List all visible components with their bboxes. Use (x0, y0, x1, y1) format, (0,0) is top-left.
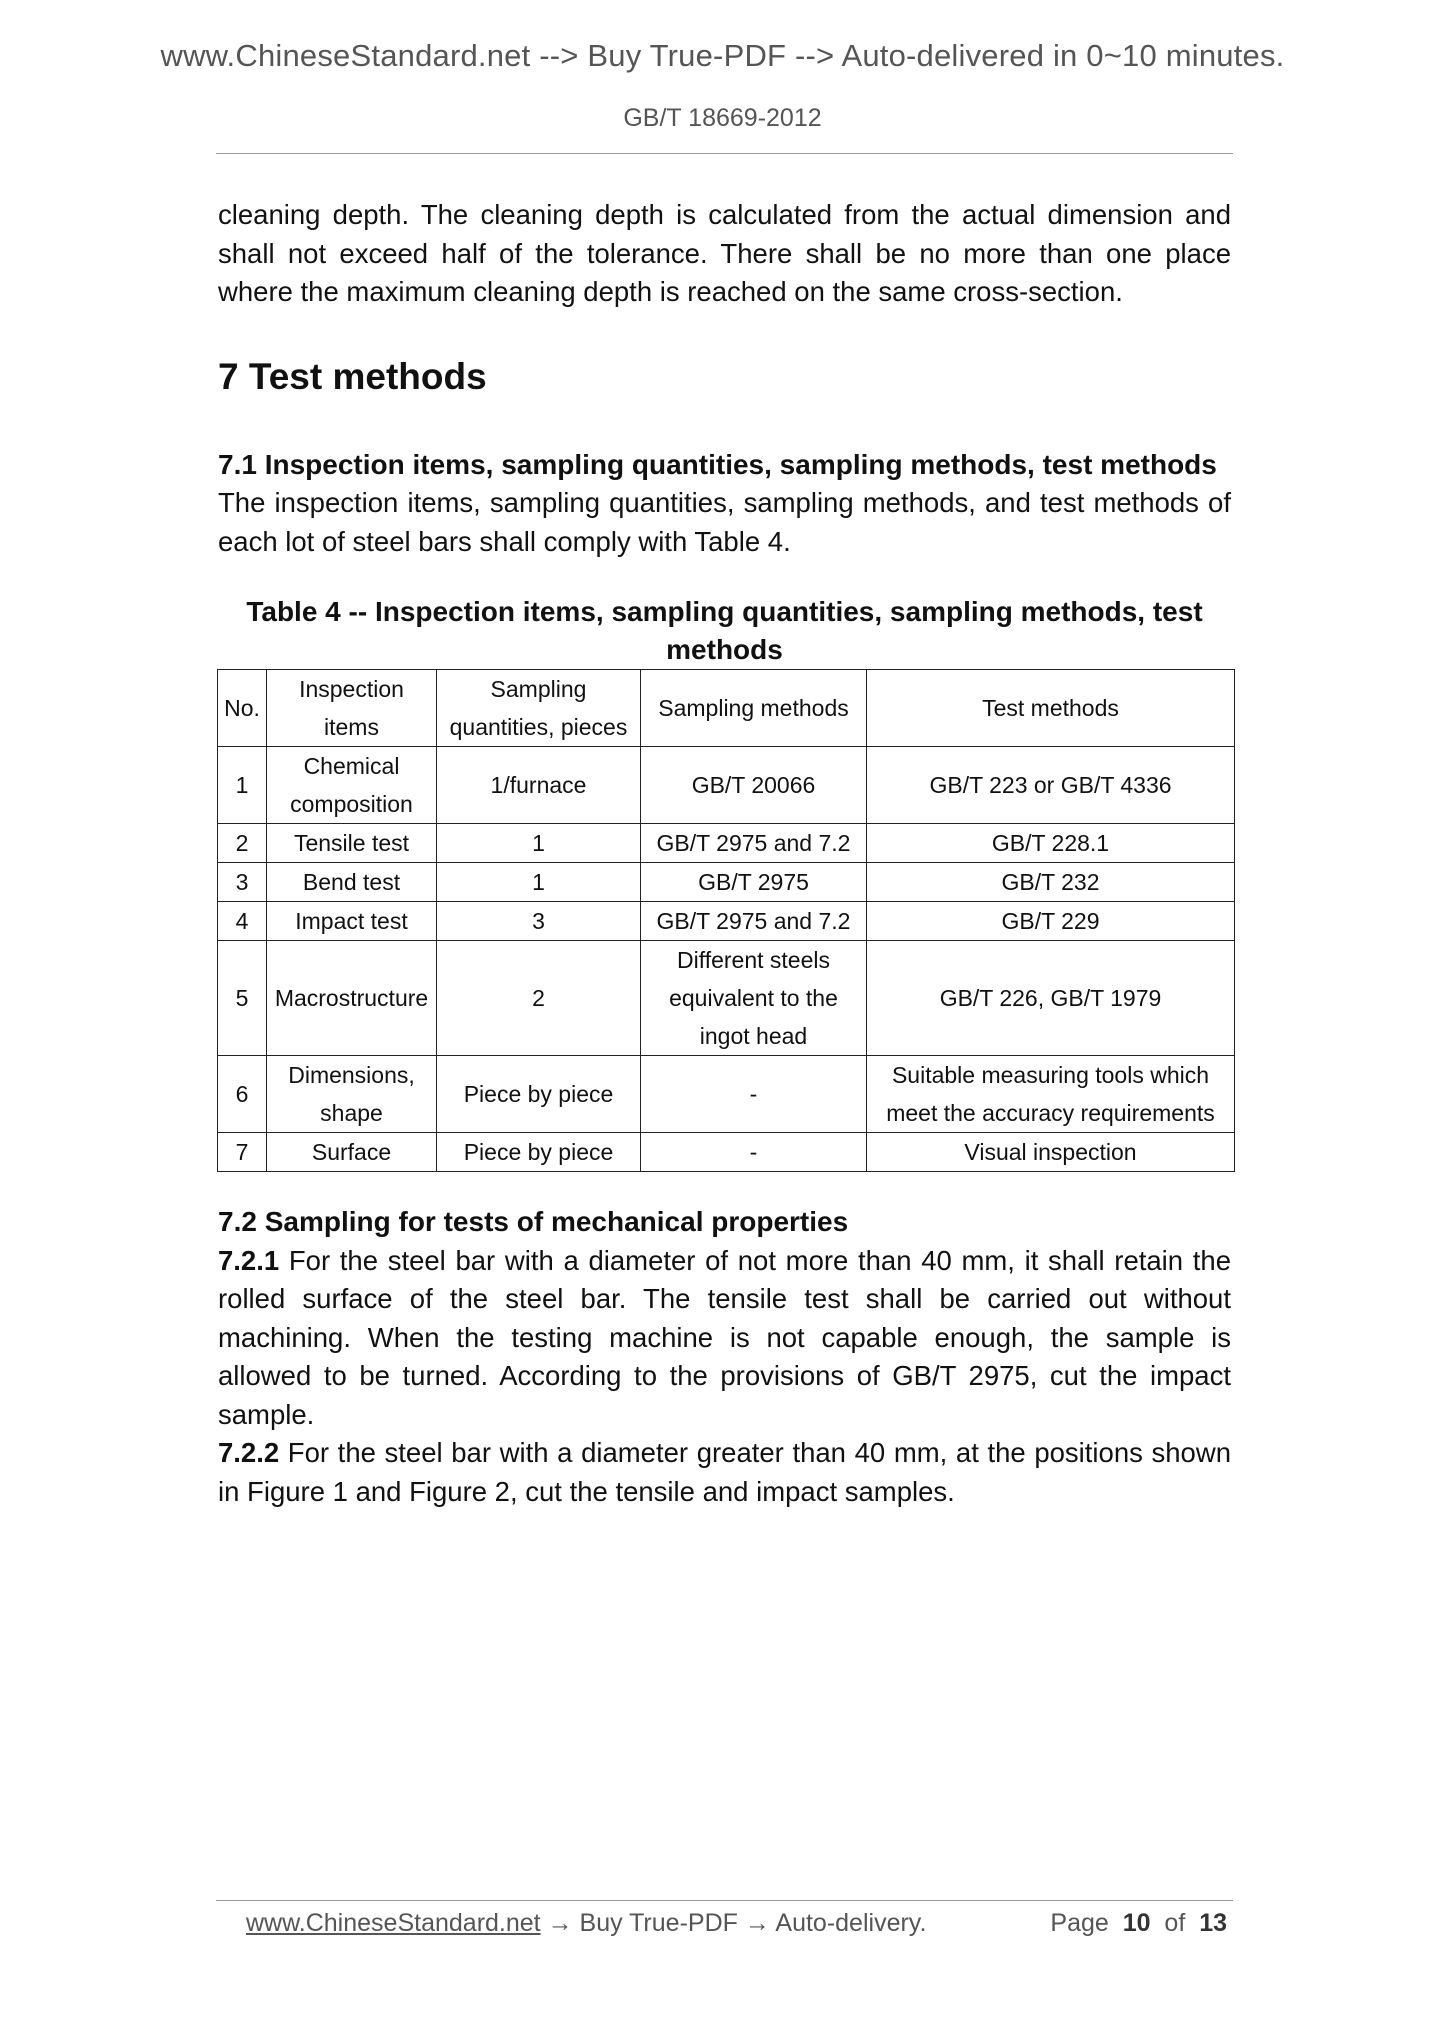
table-header-cell: Inspection items (267, 670, 437, 747)
table-cell: - (641, 1133, 867, 1172)
clause-number: 7.2.1 (218, 1244, 280, 1276)
table-row (218, 863, 1235, 902)
table-cell: - (641, 1056, 867, 1133)
page-label: Page (1050, 1909, 1109, 1937)
table-row (218, 1133, 1235, 1172)
table-cell: GB/T 2975 and 7.2 (641, 824, 867, 863)
table-cell: Impact test (267, 902, 437, 941)
table-cell: Chemical composition (267, 747, 437, 824)
clause-text: For the steel bar with a diameter of not more than 40 mm, it shall retain the rolled surface of the steel bar. The tensile test shall be carried out without machining. When the testing machine is not capable enough, the sample is allowed to be turned. According to the provisions of GB/T 2975, cut the impact sample. (218, 1244, 1231, 1430)
document-id: GB/T 18669-2012 (623, 104, 822, 132)
table-cell: Surface (267, 1133, 437, 1172)
table-cell: 1 (218, 747, 267, 824)
header-divider (216, 153, 1233, 154)
table-cell: 3 (218, 863, 267, 902)
table-cell: GB/T 232 (867, 863, 1235, 902)
table-cell: Dimensions, shape (267, 1056, 437, 1133)
table-row (218, 824, 1235, 863)
table-row (218, 902, 1235, 941)
table-cell: GB/T 20066 (641, 747, 867, 824)
table-cell: 1 (437, 824, 641, 863)
table-cell: Bend test (267, 863, 437, 902)
table-4 (217, 669, 1235, 1172)
table-cell: 4 (218, 902, 267, 941)
clause-text: For the steel bar with a diameter greater than 40 mm, at the positions shown in Figure 1 and Figure 2, cut the tensile and impact samples. (218, 1437, 1231, 1507)
table-cell: 2 (437, 941, 641, 1056)
table-row (218, 747, 1235, 824)
table-header-row (218, 670, 1235, 747)
section-7-2-title: 7.2 Sampling for tests of mechanical properties (218, 1206, 849, 1237)
table-row (218, 1056, 1235, 1133)
table-cell: Tensile test (267, 824, 437, 863)
table-cell: GB/T 226, GB/T 1979 (867, 941, 1235, 1056)
table-cell: 1/furnace (437, 747, 641, 824)
table-cell: GB/T 223 or GB/T 4336 (867, 747, 1235, 824)
page-number: 10 (1122, 1909, 1151, 1937)
table-cell: Piece by piece (437, 1056, 641, 1133)
table-cell: 7 (218, 1133, 267, 1172)
clause-7-2-2 (218, 1434, 1231, 1511)
table-cell: 2 (218, 824, 267, 863)
page-indicator (1050, 1906, 1227, 1940)
table-cell: Visual inspection (867, 1133, 1235, 1172)
page-content (218, 196, 1231, 1511)
header-banner: www.ChineseStandard.net --> Buy True-PDF --> Auto-delivered in 0~10 minutes. (160, 38, 1285, 73)
table-cell: GB/T 229 (867, 902, 1235, 941)
table-cell: Macrostructure (267, 941, 437, 1056)
table-cell: 5 (218, 941, 267, 1056)
table-4-title: Table 4 -- Inspection items, sampling quantities, sampling methods, test methods (246, 596, 1203, 665)
footer-text: → Buy True-PDF → Auto-delivery. (540, 1909, 927, 1937)
table-row (218, 941, 1235, 1056)
table-header-cell: Test methods (867, 670, 1235, 747)
footer-divider (216, 1900, 1233, 1901)
page-total: 13 (1199, 1909, 1227, 1937)
table-cell: Piece by piece (437, 1133, 641, 1172)
table-cell: GB/T 2975 and 7.2 (641, 902, 867, 941)
table-header-cell: Sampling quantities, pieces (437, 670, 641, 747)
table-cell: GB/T 228.1 (867, 824, 1235, 863)
of-label: of (1164, 1909, 1186, 1937)
section-7-1-paragraph: The inspection items, sampling quantities, sampling methods, and test methods of each lot of steel bars shall comply with Table 4. (218, 487, 1231, 557)
table-cell: GB/T 2975 (641, 863, 867, 902)
table-cell: 1 (437, 863, 641, 902)
table-cell: Suitable measuring tools which meet the accuracy requirements (867, 1056, 1235, 1133)
section-7-1-title: 7.1 Inspection items, sampling quantities, sampling methods, test methods (218, 448, 1217, 480)
footer-link[interactable]: www.ChineseStandard.net (246, 1909, 541, 1937)
table-cell: Different steels equivalent to the ingot head (641, 941, 867, 1056)
footer (246, 1906, 1231, 1940)
intro-paragraph: cleaning depth. The cleaning depth is calculated from the actual dimension and shall not exceed half of the tolerance. There shall be no more than one place where the maximum cleaning depth is reached on the same cross-section. (218, 199, 1231, 307)
section-7-title: 7 Test methods (218, 355, 487, 397)
table-cell: 6 (218, 1056, 267, 1133)
clause-number: 7.2.2 (218, 1437, 280, 1468)
table-cell: 3 (437, 902, 641, 941)
clause-7-2-1 (218, 1242, 1231, 1435)
table-header-cell: Sampling methods (641, 670, 867, 747)
table-header-cell: No. (218, 670, 267, 747)
